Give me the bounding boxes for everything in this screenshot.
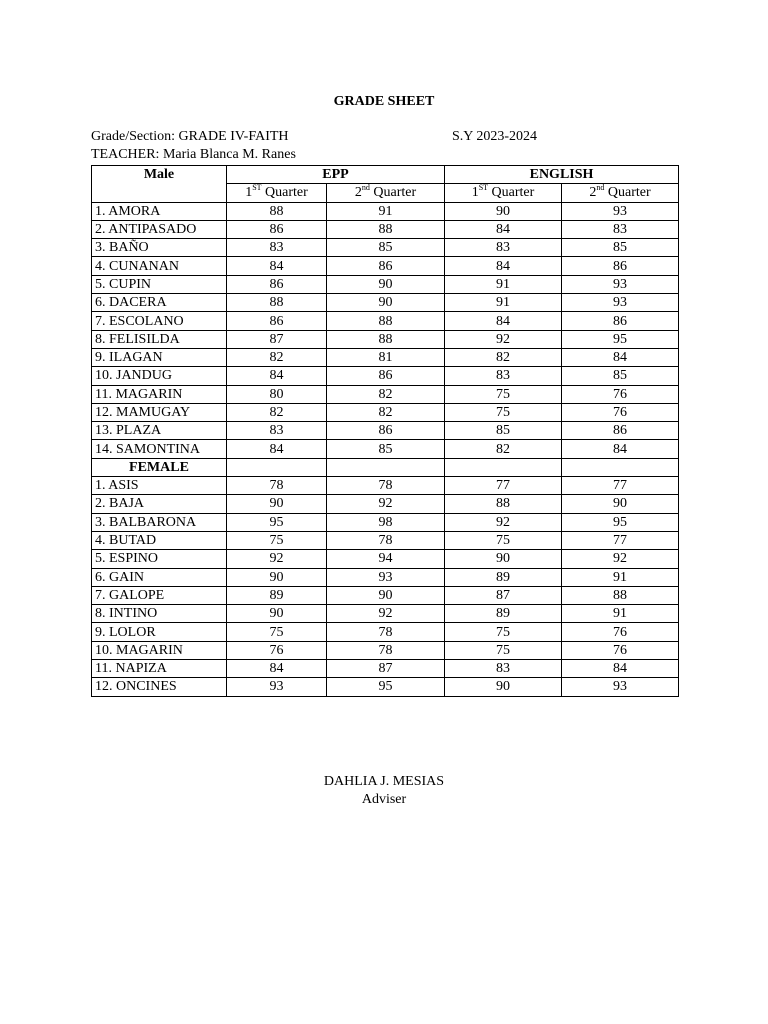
student-name: 9. ILAGAN: [92, 348, 227, 366]
student-name: 6. GAIN: [92, 568, 227, 586]
grade-cell: 78: [327, 641, 445, 659]
grade-cell: 87: [327, 660, 445, 678]
grade-cell: 89: [445, 568, 562, 586]
quarter-header: [445, 184, 562, 202]
student-name: 13. PLAZA: [92, 422, 227, 440]
student-row: [92, 513, 679, 531]
grade-cell: 90: [445, 678, 562, 696]
page-title: GRADE SHEET: [333, 94, 435, 109]
student-row: [92, 294, 679, 312]
grade-cell: 82: [327, 385, 445, 403]
student-row: [92, 678, 679, 696]
grade-table-body: [92, 202, 679, 696]
grade-cell: 95: [227, 513, 327, 531]
student-name: 2. ANTIPASADO: [92, 220, 227, 238]
student-row: [92, 312, 679, 330]
quarter-label: Quarter: [488, 185, 535, 201]
student-row: [92, 623, 679, 641]
student-name: 11. MAGARIN: [92, 385, 227, 403]
student-row: [92, 257, 679, 275]
grade-cell: 88: [327, 312, 445, 330]
grade-cell: 90: [227, 568, 327, 586]
student-name: 5. ESPINO: [92, 550, 227, 568]
grade-cell: 77: [445, 477, 562, 495]
student-row: [92, 550, 679, 568]
grade-cell: 75: [227, 531, 327, 549]
grade-cell: 75: [445, 641, 562, 659]
grade-cell: 85: [562, 367, 679, 385]
grade-cell: 86: [327, 422, 445, 440]
grade-cell: 95: [327, 678, 445, 696]
english-header: ENGLISH: [445, 166, 679, 184]
student-row: [92, 440, 679, 458]
grade-cell: 77: [562, 477, 679, 495]
grade-cell: 85: [445, 422, 562, 440]
student-row: [92, 403, 679, 421]
grade-cell: 87: [445, 586, 562, 604]
grade-cell: 78: [327, 623, 445, 641]
grade-cell: 91: [445, 294, 562, 312]
grade-cell: 91: [562, 605, 679, 623]
grade-cell: 75: [227, 623, 327, 641]
grade-cell: 86: [562, 257, 679, 275]
student-row: [92, 586, 679, 604]
grade-cell: 75: [445, 623, 562, 641]
grade-cell: 91: [562, 568, 679, 586]
student-name: 11. NAPIZA: [92, 660, 227, 678]
grade-cell: 84: [445, 312, 562, 330]
grade-cell: 98: [327, 513, 445, 531]
student-name: 10. MAGARIN: [92, 641, 227, 659]
grade-cell: 85: [562, 239, 679, 257]
empty-cell: [327, 458, 445, 476]
grade-cell: 76: [562, 403, 679, 421]
grade-cell: 75: [445, 531, 562, 549]
student-row: [92, 220, 679, 238]
grade-cell: 82: [445, 348, 562, 366]
student-name: 3. BALBARONA: [92, 513, 227, 531]
grade-cell: 82: [227, 348, 327, 366]
grade-cell: 86: [327, 257, 445, 275]
grade-cell: 88: [227, 294, 327, 312]
student-name: 1. ASIS: [92, 477, 227, 495]
grade-cell: 86: [227, 275, 327, 293]
grade-cell: 84: [227, 660, 327, 678]
grade-cell: 84: [227, 367, 327, 385]
grade-cell: 84: [227, 440, 327, 458]
empty-cell: [445, 458, 562, 476]
grade-cell: 90: [562, 495, 679, 513]
grade-cell: 84: [227, 257, 327, 275]
grade-cell: 90: [227, 495, 327, 513]
student-row: [92, 385, 679, 403]
adviser-role: Adviser: [361, 792, 407, 807]
grade-cell: 92: [562, 550, 679, 568]
grade-cell: 89: [227, 586, 327, 604]
student-row: [92, 422, 679, 440]
grade-cell: 88: [327, 220, 445, 238]
grade-cell: 76: [562, 385, 679, 403]
grade-cell: 90: [445, 550, 562, 568]
grade-cell: 90: [227, 605, 327, 623]
student-name: 12. MAMUGAY: [92, 403, 227, 421]
student-name: 10. JANDUG: [92, 367, 227, 385]
quarter-header: [227, 184, 327, 202]
grade-cell: 84: [562, 348, 679, 366]
grade-cell: 89: [445, 605, 562, 623]
header-row-subjects: [92, 166, 679, 184]
grade-cell: 86: [227, 220, 327, 238]
grade-cell: 93: [327, 568, 445, 586]
grade-cell: 82: [445, 440, 562, 458]
grade-cell: 82: [227, 403, 327, 421]
grade-cell: 90: [445, 202, 562, 220]
grade-cell: 76: [562, 623, 679, 641]
quarter-number: 2: [354, 185, 362, 201]
student-row: [92, 495, 679, 513]
grade-cell: 76: [227, 641, 327, 659]
student-name: 5. CUPIN: [92, 275, 227, 293]
grade-cell: 88: [445, 495, 562, 513]
grade-cell: 92: [327, 495, 445, 513]
female-group-row: [92, 458, 679, 476]
grade-cell: 86: [562, 422, 679, 440]
grade-cell: 83: [227, 422, 327, 440]
grade-cell: 86: [562, 312, 679, 330]
grade-cell: 93: [562, 275, 679, 293]
grade-cell: 75: [445, 385, 562, 403]
student-row: [92, 239, 679, 257]
student-name: 4. CUNANAN: [92, 257, 227, 275]
student-name: 8. INTINO: [92, 605, 227, 623]
quarter-header: [327, 184, 445, 202]
student-row: [92, 275, 679, 293]
student-name: 3. BAÑO: [92, 239, 227, 257]
grade-cell: 85: [327, 239, 445, 257]
grade-cell: 86: [327, 367, 445, 385]
grade-cell: 78: [227, 477, 327, 495]
grade-cell: 92: [445, 330, 562, 348]
student-row: [92, 660, 679, 678]
school-year-label: S.Y 2023-2024: [452, 129, 538, 144]
student-name: 6. DACERA: [92, 294, 227, 312]
grade-cell: 83: [445, 660, 562, 678]
grade-cell: 93: [562, 202, 679, 220]
grade-cell: 81: [327, 348, 445, 366]
grade-cell: 88: [227, 202, 327, 220]
student-name: 7. ESCOLANO: [92, 312, 227, 330]
grade-cell: 83: [445, 367, 562, 385]
signature-block: [0, 773, 768, 809]
grade-cell: 95: [562, 513, 679, 531]
quarter-label: Quarter: [261, 185, 308, 201]
grade-cell: 90: [327, 294, 445, 312]
student-row: [92, 531, 679, 549]
student-row: [92, 605, 679, 623]
student-name: 4. BUTAD: [92, 531, 227, 549]
student-name: 12. ONCINES: [92, 678, 227, 696]
student-name: 14. SAMONTINA: [92, 440, 227, 458]
grade-cell: 85: [327, 440, 445, 458]
empty-cell: [227, 458, 327, 476]
student-row: [92, 367, 679, 385]
grade-cell: 87: [227, 330, 327, 348]
grade-cell: 92: [327, 605, 445, 623]
grade-cell: 82: [327, 403, 445, 421]
student-name: 9. LOLOR: [92, 623, 227, 641]
grade-cell: 83: [227, 239, 327, 257]
female-label: FEMALE: [92, 458, 227, 476]
grade-cell: 78: [327, 531, 445, 549]
student-name: 1. AMORA: [92, 202, 227, 220]
grade-cell: 84: [445, 220, 562, 238]
grade-cell: 84: [562, 660, 679, 678]
epp-header: EPP: [227, 166, 445, 184]
grade-cell: 88: [562, 586, 679, 604]
grade-cell: 80: [227, 385, 327, 403]
grade-cell: 83: [562, 220, 679, 238]
adviser-name: DAHLIA J. MESIAS: [323, 774, 445, 789]
grade-cell: 84: [445, 257, 562, 275]
grade-cell: 86: [227, 312, 327, 330]
quarter-header: [562, 184, 679, 202]
quarter-ordinal-suffix: nd: [361, 183, 370, 193]
grade-cell: 91: [327, 202, 445, 220]
grade-table: [91, 165, 679, 697]
grade-cell: 94: [327, 550, 445, 568]
student-row: [92, 568, 679, 586]
empty-cell: [562, 458, 679, 476]
grade-section-label: Grade/Section: GRADE IV-FAITH: [91, 129, 289, 144]
quarter-number: 1: [245, 185, 253, 201]
grade-cell: 93: [562, 294, 679, 312]
grade-cell: 92: [227, 550, 327, 568]
grade-cell: 90: [327, 586, 445, 604]
grade-cell: 93: [227, 678, 327, 696]
student-row: [92, 348, 679, 366]
quarter-number: 2: [589, 185, 597, 201]
student-row: [92, 202, 679, 220]
quarter-ordinal-suffix: ST: [478, 183, 489, 193]
grade-cell: 76: [562, 641, 679, 659]
quarter-ordinal-suffix: nd: [596, 183, 605, 193]
grade-cell: 84: [562, 440, 679, 458]
student-row: [92, 330, 679, 348]
male-header: Male: [92, 166, 227, 203]
grade-cell: 83: [445, 239, 562, 257]
grade-cell: 77: [562, 531, 679, 549]
student-name: 8. FELISILDA: [92, 330, 227, 348]
grade-cell: 78: [327, 477, 445, 495]
student-name: 7. GALOPE: [92, 586, 227, 604]
teacher-label: TEACHER: Maria Blanca M. Ranes: [91, 147, 296, 162]
student-row: [92, 477, 679, 495]
grade-cell: 91: [445, 275, 562, 293]
student-row: [92, 641, 679, 659]
student-name: 2. BAJA: [92, 495, 227, 513]
grade-cell: 93: [562, 678, 679, 696]
quarter-number: 1: [471, 185, 479, 201]
grade-cell: 95: [562, 330, 679, 348]
grade-cell: 75: [445, 403, 562, 421]
quarter-ordinal-suffix: ST: [252, 183, 262, 193]
quarter-label: Quarter: [369, 185, 417, 201]
grade-cell: 92: [445, 513, 562, 531]
grade-cell: 90: [327, 275, 445, 293]
grade-cell: 88: [327, 330, 445, 348]
quarter-label: Quarter: [604, 185, 651, 201]
